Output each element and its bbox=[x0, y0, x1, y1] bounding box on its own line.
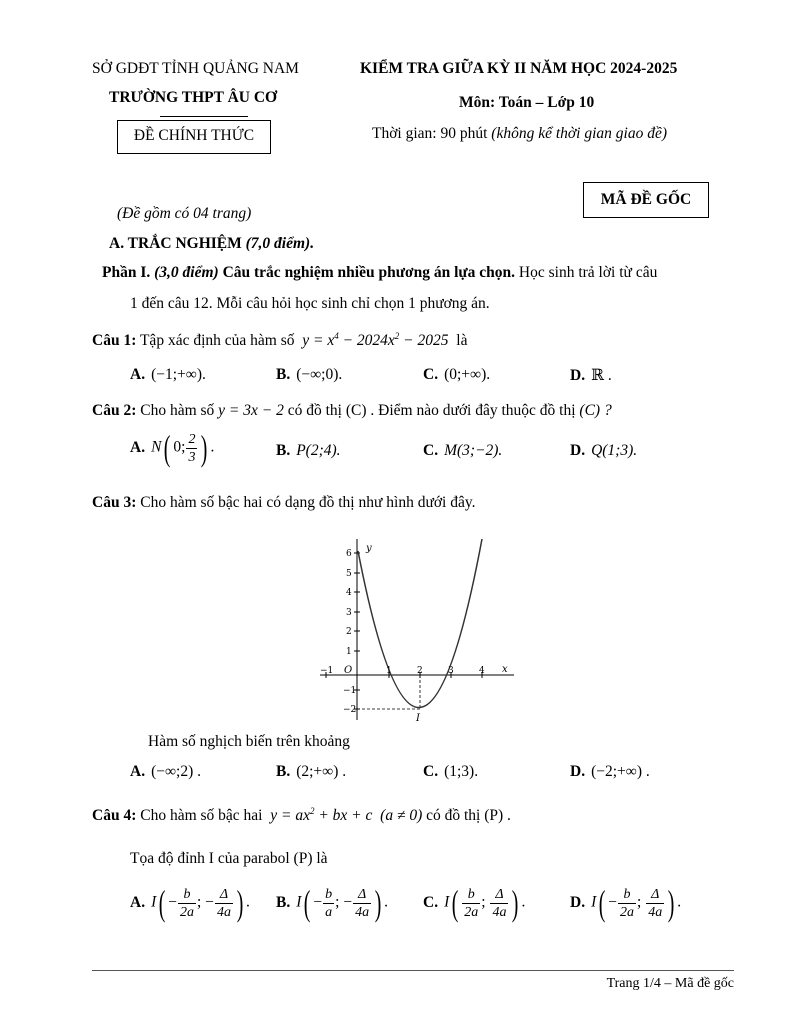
q2-label: Câu 2: bbox=[92, 402, 137, 419]
q3-option-b-text: (2;+∞) . bbox=[296, 763, 347, 780]
q1-option-c-text: (0;+∞). bbox=[444, 366, 491, 383]
q2-text-pre: Cho hàm số bbox=[140, 402, 215, 419]
x-tick-1: 1 bbox=[386, 666, 392, 676]
part1-line2: 1 đến câu 12. Mỗi câu hỏi học sinh chỉ chọn 1 phương án. bbox=[130, 295, 490, 312]
q4-subtext: Tọa độ đỉnh I của parabol (P) là bbox=[130, 850, 328, 867]
subject-line: Môn: Toán – Lớp 10 bbox=[459, 94, 595, 111]
vertex-label: I bbox=[416, 713, 420, 724]
q4-text-pre: Cho hàm số bậc hai bbox=[140, 807, 263, 825]
q4-label: Câu 4: bbox=[92, 807, 137, 825]
page-footer: Trang 1/4 – Mã đề gốc bbox=[606, 976, 734, 991]
q1-option-b[interactable]: B. (−∞;0). bbox=[276, 366, 343, 383]
q4-option-c[interactable]: C. I( $\frac{b}{2a}$ ; $\frac{\Delta}{4a}$ ) . bbox=[423, 883, 526, 923]
part1-line1 bbox=[102, 264, 657, 282]
part1-text1: Học sinh trả lời từ câu bbox=[518, 264, 658, 281]
y-tick-5: 5 bbox=[346, 569, 352, 579]
time-main: Thời gian: 90 phút bbox=[372, 125, 488, 142]
q2-option-b[interactable]: B. P(2;4). bbox=[276, 442, 341, 459]
question-1 bbox=[92, 331, 467, 350]
y-tick-neg2: −2 bbox=[343, 705, 357, 715]
question-2 bbox=[92, 402, 612, 420]
part1-points: (3,0 điểm) bbox=[154, 264, 219, 281]
x-tick-neg1: −1 bbox=[320, 666, 334, 676]
q3-option-c[interactable]: C. (1;3). bbox=[423, 763, 479, 780]
q2-option-c-text: M(3;−2). bbox=[444, 442, 503, 459]
footer-divider bbox=[92, 970, 734, 971]
school-underline bbox=[160, 116, 248, 117]
q3-label: Câu 3: bbox=[92, 494, 137, 511]
q4-condition: (a ≠ 0) bbox=[380, 807, 423, 825]
x-tick-2: 2 bbox=[417, 666, 423, 676]
x-tick-4: 4 bbox=[479, 666, 485, 676]
x-tick-3: 3 bbox=[448, 666, 454, 676]
q2-function: y = 3x − 2 bbox=[218, 402, 284, 419]
y-tick-3: 3 bbox=[346, 608, 352, 618]
section-a-points: (7,0 điểm). bbox=[245, 235, 315, 252]
q2-option-d-text: Q(1;3). bbox=[591, 442, 638, 459]
q2-option-a[interactable]: A. N( 0; $\frac{2}{3}$ ) . bbox=[130, 428, 215, 468]
q3-option-a[interactable]: A. (−∞;2) . bbox=[130, 763, 201, 780]
section-a-label: A. TRẮC NGHIỆM bbox=[109, 235, 242, 252]
q1-option-d[interactable]: D. ℝ . bbox=[570, 367, 612, 384]
x-axis-label: x bbox=[502, 664, 508, 675]
q1-text: Tập xác định của hàm số bbox=[139, 332, 295, 350]
q2-option-d[interactable]: D. Q(1;3). bbox=[570, 442, 638, 459]
y-tick-4: 4 bbox=[346, 588, 352, 598]
q4-text-end: có đồ thị (P) . bbox=[426, 807, 511, 825]
q2-option-a-point: N bbox=[151, 438, 162, 456]
q2-text-end: (C) ? bbox=[579, 402, 612, 419]
y-tick-neg1: −1 bbox=[343, 686, 357, 696]
q2-option-a-fraction bbox=[186, 431, 197, 466]
q1-label: Câu 1: bbox=[92, 332, 137, 350]
q4-option-a[interactable]: A. I( − $\frac{b}{2a}$ ; − $\frac{\Delta}{4a}$ ) . bbox=[130, 883, 250, 923]
question-4 bbox=[92, 806, 511, 825]
origin-label: O bbox=[344, 665, 353, 676]
q1-function: $y = x^4 - 2024x^2 - 2025$ bbox=[298, 331, 453, 350]
time-line bbox=[372, 125, 667, 143]
parabola-graph bbox=[314, 535, 524, 725]
q3-option-b[interactable]: B. (2;+∞) . bbox=[276, 763, 347, 780]
q1-option-c[interactable]: C. (0;+∞). bbox=[423, 366, 491, 383]
q3-option-a-text: (−∞;2) . bbox=[151, 763, 201, 780]
pages-note: (Đề gồm có 04 trang) bbox=[117, 205, 252, 222]
q4-option-d[interactable]: D. I( − $\frac{b}{2a}$ ; $\frac{\Delta}{4a}$ ) . bbox=[570, 883, 682, 923]
q2-option-b-text: P(2;4). bbox=[296, 442, 341, 459]
q2-text-mid: có đồ thị (C) . Điểm nào dưới đây thuộc đồ thị bbox=[287, 402, 576, 419]
q3-text: Cho hàm số bậc hai có dạng đồ thị như hình dưới đây. bbox=[140, 494, 476, 511]
department-name: SỞ GDĐT TỈNH QUẢNG NAM bbox=[92, 60, 299, 77]
question-3 bbox=[92, 494, 475, 512]
y-tick-1: 1 bbox=[346, 647, 352, 657]
official-badge: ĐỀ CHÍNH THỨC bbox=[117, 120, 271, 154]
section-a-title bbox=[109, 235, 314, 253]
exam-code-badge: MÃ ĐỀ GỐC bbox=[583, 182, 709, 218]
part1-label: Phần I. bbox=[102, 264, 151, 281]
q4-option-b[interactable]: B. I( − $\frac{b}{a}$ ; − $\frac{\Delta}{4a}$ ) . bbox=[276, 883, 388, 923]
q2-a-den: 3 bbox=[188, 449, 196, 465]
time-note: (không kể thời gian giao đề) bbox=[491, 125, 667, 142]
q2-option-c[interactable]: C. M(3;−2). bbox=[423, 442, 503, 459]
exam-title: KIỂM TRA GIỮA KỲ II NĂM HỌC 2024-2025 bbox=[360, 60, 678, 77]
school-name: TRƯỜNG THPT ÂU CƠ bbox=[109, 89, 278, 106]
q1-tail: là bbox=[456, 332, 468, 350]
q4-function: $y = ax^2$ + bx + c bbox=[266, 806, 377, 825]
q1-option-d-text: ℝ . bbox=[591, 367, 612, 384]
q3-option-d-text: (−2;+∞) . bbox=[591, 763, 650, 780]
q3-option-d[interactable]: D. (−2;+∞) . bbox=[570, 763, 650, 780]
q1-option-a[interactable]: A. (−1;+∞). bbox=[130, 366, 206, 383]
y-tick-2: 2 bbox=[346, 627, 352, 637]
part1-heading: Câu trắc nghiệm nhiều phương án lựa chọn. bbox=[222, 264, 516, 281]
q3-option-c-text: (1;3). bbox=[444, 763, 479, 780]
q1-option-a-text: (−1;+∞). bbox=[151, 366, 206, 383]
y-axis-label: y bbox=[366, 543, 372, 554]
y-tick-6: 6 bbox=[346, 549, 352, 559]
q3-subtext: Hàm số nghịch biến trên khoảng bbox=[148, 733, 350, 750]
q2-a-num: 2 bbox=[188, 431, 196, 447]
q1-option-b-text: (−∞;0). bbox=[296, 366, 343, 383]
